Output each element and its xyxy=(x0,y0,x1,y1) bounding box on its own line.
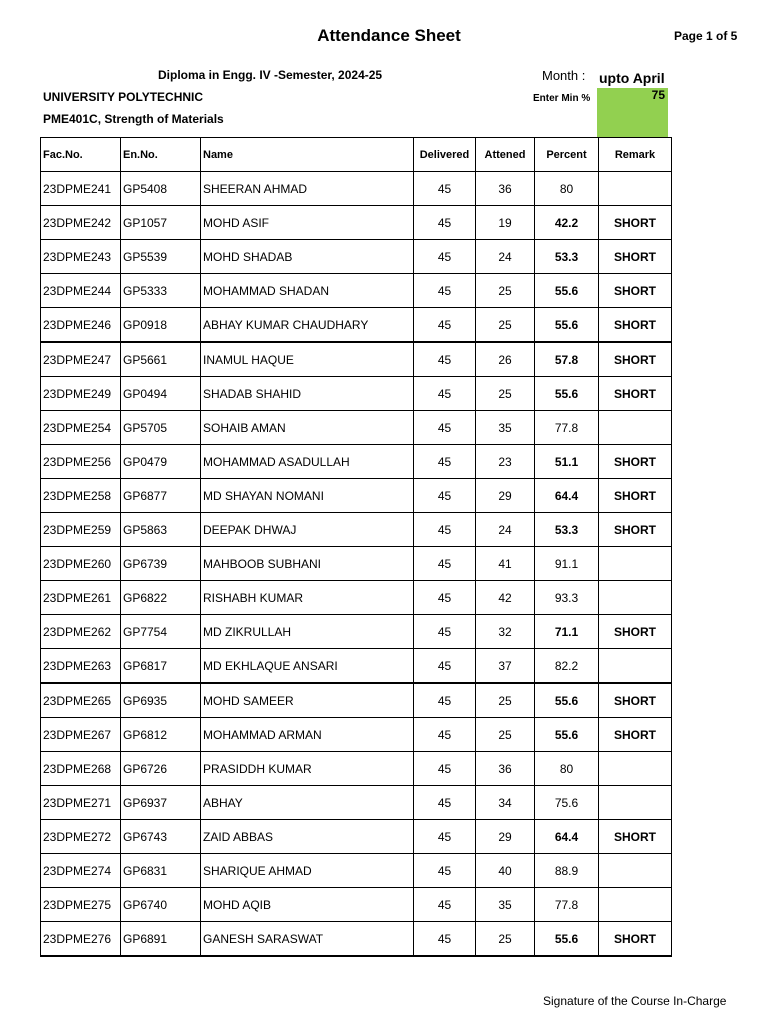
en-no-cell: GP5705 xyxy=(121,411,201,445)
percent-cell: 93.3 xyxy=(535,581,599,615)
en-no-cell: GP6817 xyxy=(121,649,201,684)
percent-cell: 77.8 xyxy=(535,411,599,445)
percent-cell: 71.1 xyxy=(535,615,599,649)
fac-no-cell: 23DPME249 xyxy=(41,377,121,411)
fac-no-cell: 23DPME244 xyxy=(41,274,121,308)
delivered-cell: 45 xyxy=(414,240,476,274)
en-no-cell: GP6726 xyxy=(121,752,201,786)
percent-cell: 55.6 xyxy=(535,922,599,957)
name-cell: RISHABH KUMAR xyxy=(201,581,414,615)
remark-cell xyxy=(599,547,672,581)
remark-cell: SHORT xyxy=(599,820,672,854)
attended-cell: 29 xyxy=(476,820,535,854)
delivered-cell: 45 xyxy=(414,547,476,581)
attended-cell: 25 xyxy=(476,683,535,718)
table-row xyxy=(41,513,672,547)
remark-cell: SHORT xyxy=(599,377,672,411)
table-row xyxy=(41,445,672,479)
remark-cell xyxy=(599,752,672,786)
percent-cell: 55.6 xyxy=(535,377,599,411)
en-no-cell: GP6812 xyxy=(121,718,201,752)
remark-cell: SHORT xyxy=(599,615,672,649)
attended-cell: 34 xyxy=(476,786,535,820)
en-no-cell: GP5539 xyxy=(121,240,201,274)
remark-cell xyxy=(599,854,672,888)
name-cell: GANESH SARASWAT xyxy=(201,922,414,957)
remark-cell: SHORT xyxy=(599,274,672,308)
remark-cell xyxy=(599,786,672,820)
remark-cell xyxy=(599,888,672,922)
percent-cell: 55.6 xyxy=(535,274,599,308)
name-cell: MOHAMMAD SHADAN xyxy=(201,274,414,308)
fac-no-cell: 23DPME271 xyxy=(41,786,121,820)
delivered-cell: 45 xyxy=(414,308,476,343)
en-no-cell: GP7754 xyxy=(121,615,201,649)
fac-no-cell: 23DPME247 xyxy=(41,342,121,377)
name-cell: ABHAY KUMAR CHAUDHARY xyxy=(201,308,414,343)
attended-cell: 29 xyxy=(476,479,535,513)
delivered-cell: 45 xyxy=(414,513,476,547)
delivered-cell: 45 xyxy=(414,922,476,957)
table-row xyxy=(41,752,672,786)
min-percent-label: Enter Min % xyxy=(533,93,591,104)
table-row xyxy=(41,172,672,206)
table-row xyxy=(41,206,672,240)
en-no-cell: GP6831 xyxy=(121,854,201,888)
column-header-delivered: Delivered xyxy=(414,138,476,172)
remark-cell: SHORT xyxy=(599,922,672,957)
percent-cell: 75.6 xyxy=(535,786,599,820)
name-cell: MD EKHLAQUE ANSARI xyxy=(201,649,414,684)
en-no-cell: GP5408 xyxy=(121,172,201,206)
attended-cell: 41 xyxy=(476,547,535,581)
percent-cell: 82.2 xyxy=(535,649,599,684)
name-cell: SHARIQUE AHMAD xyxy=(201,854,414,888)
fac-no-cell: 23DPME243 xyxy=(41,240,121,274)
delivered-cell: 45 xyxy=(414,615,476,649)
table-row xyxy=(41,274,672,308)
percent-cell: 42.2 xyxy=(535,206,599,240)
en-no-cell: GP6937 xyxy=(121,786,201,820)
table-row xyxy=(41,479,672,513)
attended-cell: 25 xyxy=(476,377,535,411)
table-row xyxy=(41,240,672,274)
percent-cell: 55.6 xyxy=(535,308,599,343)
name-cell: MD SHAYAN NOMANI xyxy=(201,479,414,513)
attended-cell: 19 xyxy=(476,206,535,240)
university-name: UNIVERSITY POLYTECHNIC xyxy=(43,90,204,104)
delivered-cell: 45 xyxy=(414,786,476,820)
fac-no-cell: 23DPME268 xyxy=(41,752,121,786)
percent-cell: 64.4 xyxy=(535,820,599,854)
attended-cell: 24 xyxy=(476,513,535,547)
fac-no-cell: 23DPME258 xyxy=(41,479,121,513)
fac-no-cell: 23DPME261 xyxy=(41,581,121,615)
percent-cell: 80 xyxy=(535,752,599,786)
percent-cell: 55.6 xyxy=(535,718,599,752)
attended-cell: 37 xyxy=(476,649,535,684)
attended-cell: 36 xyxy=(476,752,535,786)
name-cell: MOHAMMAD ARMAN xyxy=(201,718,414,752)
remark-cell xyxy=(599,411,672,445)
name-cell: ABHAY xyxy=(201,786,414,820)
remark-cell: SHORT xyxy=(599,718,672,752)
delivered-cell: 45 xyxy=(414,649,476,684)
table-row xyxy=(41,547,672,581)
en-no-cell: GP6743 xyxy=(121,820,201,854)
attended-cell: 42 xyxy=(476,581,535,615)
delivered-cell: 45 xyxy=(414,854,476,888)
fac-no-cell: 23DPME276 xyxy=(41,922,121,957)
name-cell: MD ZIKRULLAH xyxy=(201,615,414,649)
delivered-cell: 45 xyxy=(414,888,476,922)
percent-cell: 57.8 xyxy=(535,342,599,377)
attended-cell: 35 xyxy=(476,411,535,445)
en-no-cell: GP5661 xyxy=(121,342,201,377)
sheet-title: Attendance Sheet xyxy=(317,26,461,45)
delivered-cell: 45 xyxy=(414,274,476,308)
percent-cell: 88.9 xyxy=(535,854,599,888)
attended-cell: 23 xyxy=(476,445,535,479)
name-cell: MOHD ASIF xyxy=(201,206,414,240)
en-no-cell: GP0494 xyxy=(121,377,201,411)
column-header-name: Name xyxy=(201,138,414,172)
fac-no-cell: 23DPME254 xyxy=(41,411,121,445)
remark-cell: SHORT xyxy=(599,240,672,274)
fac-no-cell: 23DPME262 xyxy=(41,615,121,649)
en-no-cell: GP0479 xyxy=(121,445,201,479)
percent-cell: 77.8 xyxy=(535,888,599,922)
percent-cell: 55.6 xyxy=(535,683,599,718)
attended-cell: 25 xyxy=(476,718,535,752)
remark-cell xyxy=(599,581,672,615)
delivered-cell: 45 xyxy=(414,411,476,445)
en-no-cell: GP5863 xyxy=(121,513,201,547)
fac-no-cell: 23DPME272 xyxy=(41,820,121,854)
table-row xyxy=(41,377,672,411)
name-cell: DEEPAK DHWAJ xyxy=(201,513,414,547)
table-header-row xyxy=(41,138,672,172)
fac-no-cell: 23DPME274 xyxy=(41,854,121,888)
attended-cell: 35 xyxy=(476,888,535,922)
en-no-cell: GP1057 xyxy=(121,206,201,240)
name-cell: SHADAB SHAHID xyxy=(201,377,414,411)
remark-cell xyxy=(599,649,672,684)
column-header-en-no: En.No. xyxy=(121,138,201,172)
attended-cell: 25 xyxy=(476,308,535,343)
en-no-cell: GP6891 xyxy=(121,922,201,957)
percent-cell: 53.3 xyxy=(535,513,599,547)
column-header-percent: Percent xyxy=(535,138,599,172)
name-cell: MOHD AQIB xyxy=(201,888,414,922)
table-row xyxy=(41,786,672,820)
delivered-cell: 45 xyxy=(414,683,476,718)
percent-cell: 53.3 xyxy=(535,240,599,274)
name-cell: MOHD SAMEER xyxy=(201,683,414,718)
column-header-fac-no: Fac.No. xyxy=(41,138,121,172)
min-percent-value[interactable]: 75 xyxy=(651,88,665,102)
delivered-cell: 45 xyxy=(414,581,476,615)
en-no-cell: GP5333 xyxy=(121,274,201,308)
table-row xyxy=(41,308,672,343)
attendance-table xyxy=(40,137,672,957)
fac-no-cell: 23DPME256 xyxy=(41,445,121,479)
fac-no-cell: 23DPME267 xyxy=(41,718,121,752)
signature-label: Signature of the Course In-Charge xyxy=(543,994,727,1008)
remark-cell: SHORT xyxy=(599,308,672,343)
remark-cell: SHORT xyxy=(599,479,672,513)
name-cell: PRASIDDH KUMAR xyxy=(201,752,414,786)
fac-no-cell: 23DPME263 xyxy=(41,649,121,684)
column-header-attended: Attened xyxy=(476,138,535,172)
delivered-cell: 45 xyxy=(414,342,476,377)
attended-cell: 36 xyxy=(476,172,535,206)
fac-no-cell: 23DPME259 xyxy=(41,513,121,547)
table-row xyxy=(41,820,672,854)
remark-cell: SHORT xyxy=(599,206,672,240)
name-cell: SHEERAN AHMAD xyxy=(201,172,414,206)
table-row xyxy=(41,649,672,684)
table-row xyxy=(41,581,672,615)
attended-cell: 25 xyxy=(476,274,535,308)
month-label: Month : xyxy=(542,68,586,83)
name-cell: MAHBOOB SUBHANI xyxy=(201,547,414,581)
delivered-cell: 45 xyxy=(414,445,476,479)
attended-cell: 40 xyxy=(476,854,535,888)
attended-cell: 32 xyxy=(476,615,535,649)
course-title: PME401C, Strength of Materials xyxy=(43,112,224,126)
table-row xyxy=(41,922,672,957)
table-row xyxy=(41,854,672,888)
delivered-cell: 45 xyxy=(414,820,476,854)
name-cell: INAMUL HAQUE xyxy=(201,342,414,377)
month-value: upto April xyxy=(599,70,665,86)
delivered-cell: 45 xyxy=(414,752,476,786)
percent-cell: 51.1 xyxy=(535,445,599,479)
table-row xyxy=(41,342,672,377)
name-cell: SOHAIB AMAN xyxy=(201,411,414,445)
remark-cell: SHORT xyxy=(599,342,672,377)
remark-cell: SHORT xyxy=(599,513,672,547)
percent-cell: 91.1 xyxy=(535,547,599,581)
delivered-cell: 45 xyxy=(414,377,476,411)
delivered-cell: 45 xyxy=(414,479,476,513)
percent-cell: 64.4 xyxy=(535,479,599,513)
column-header-remark: Remark xyxy=(599,138,672,172)
attended-cell: 24 xyxy=(476,240,535,274)
fac-no-cell: 23DPME242 xyxy=(41,206,121,240)
delivered-cell: 45 xyxy=(414,172,476,206)
table-row xyxy=(41,683,672,718)
en-no-cell: GP6935 xyxy=(121,683,201,718)
fac-no-cell: 23DPME265 xyxy=(41,683,121,718)
fac-no-cell: 23DPME241 xyxy=(41,172,121,206)
en-no-cell: GP6877 xyxy=(121,479,201,513)
table-row xyxy=(41,888,672,922)
en-no-cell: GP6740 xyxy=(121,888,201,922)
percent-cell: 80 xyxy=(535,172,599,206)
delivered-cell: 45 xyxy=(414,206,476,240)
remark-cell: SHORT xyxy=(599,445,672,479)
attended-cell: 25 xyxy=(476,922,535,957)
delivered-cell: 45 xyxy=(414,718,476,752)
remark-cell xyxy=(599,172,672,206)
fac-no-cell: 23DPME275 xyxy=(41,888,121,922)
fac-no-cell: 23DPME246 xyxy=(41,308,121,343)
page-number: Page 1 of 5 xyxy=(674,29,738,43)
en-no-cell: GP6822 xyxy=(121,581,201,615)
fac-no-cell: 23DPME260 xyxy=(41,547,121,581)
table-row xyxy=(41,718,672,752)
program-line: Diploma in Engg. IV -Semester, 2024-25 xyxy=(158,68,383,82)
name-cell: MOHD SHADAB xyxy=(201,240,414,274)
attended-cell: 26 xyxy=(476,342,535,377)
remark-cell: SHORT xyxy=(599,683,672,718)
en-no-cell: GP6739 xyxy=(121,547,201,581)
name-cell: MOHAMMAD ASADULLAH xyxy=(201,445,414,479)
table-row xyxy=(41,411,672,445)
name-cell: ZAID ABBAS xyxy=(201,820,414,854)
table-row xyxy=(41,615,672,649)
en-no-cell: GP0918 xyxy=(121,308,201,343)
